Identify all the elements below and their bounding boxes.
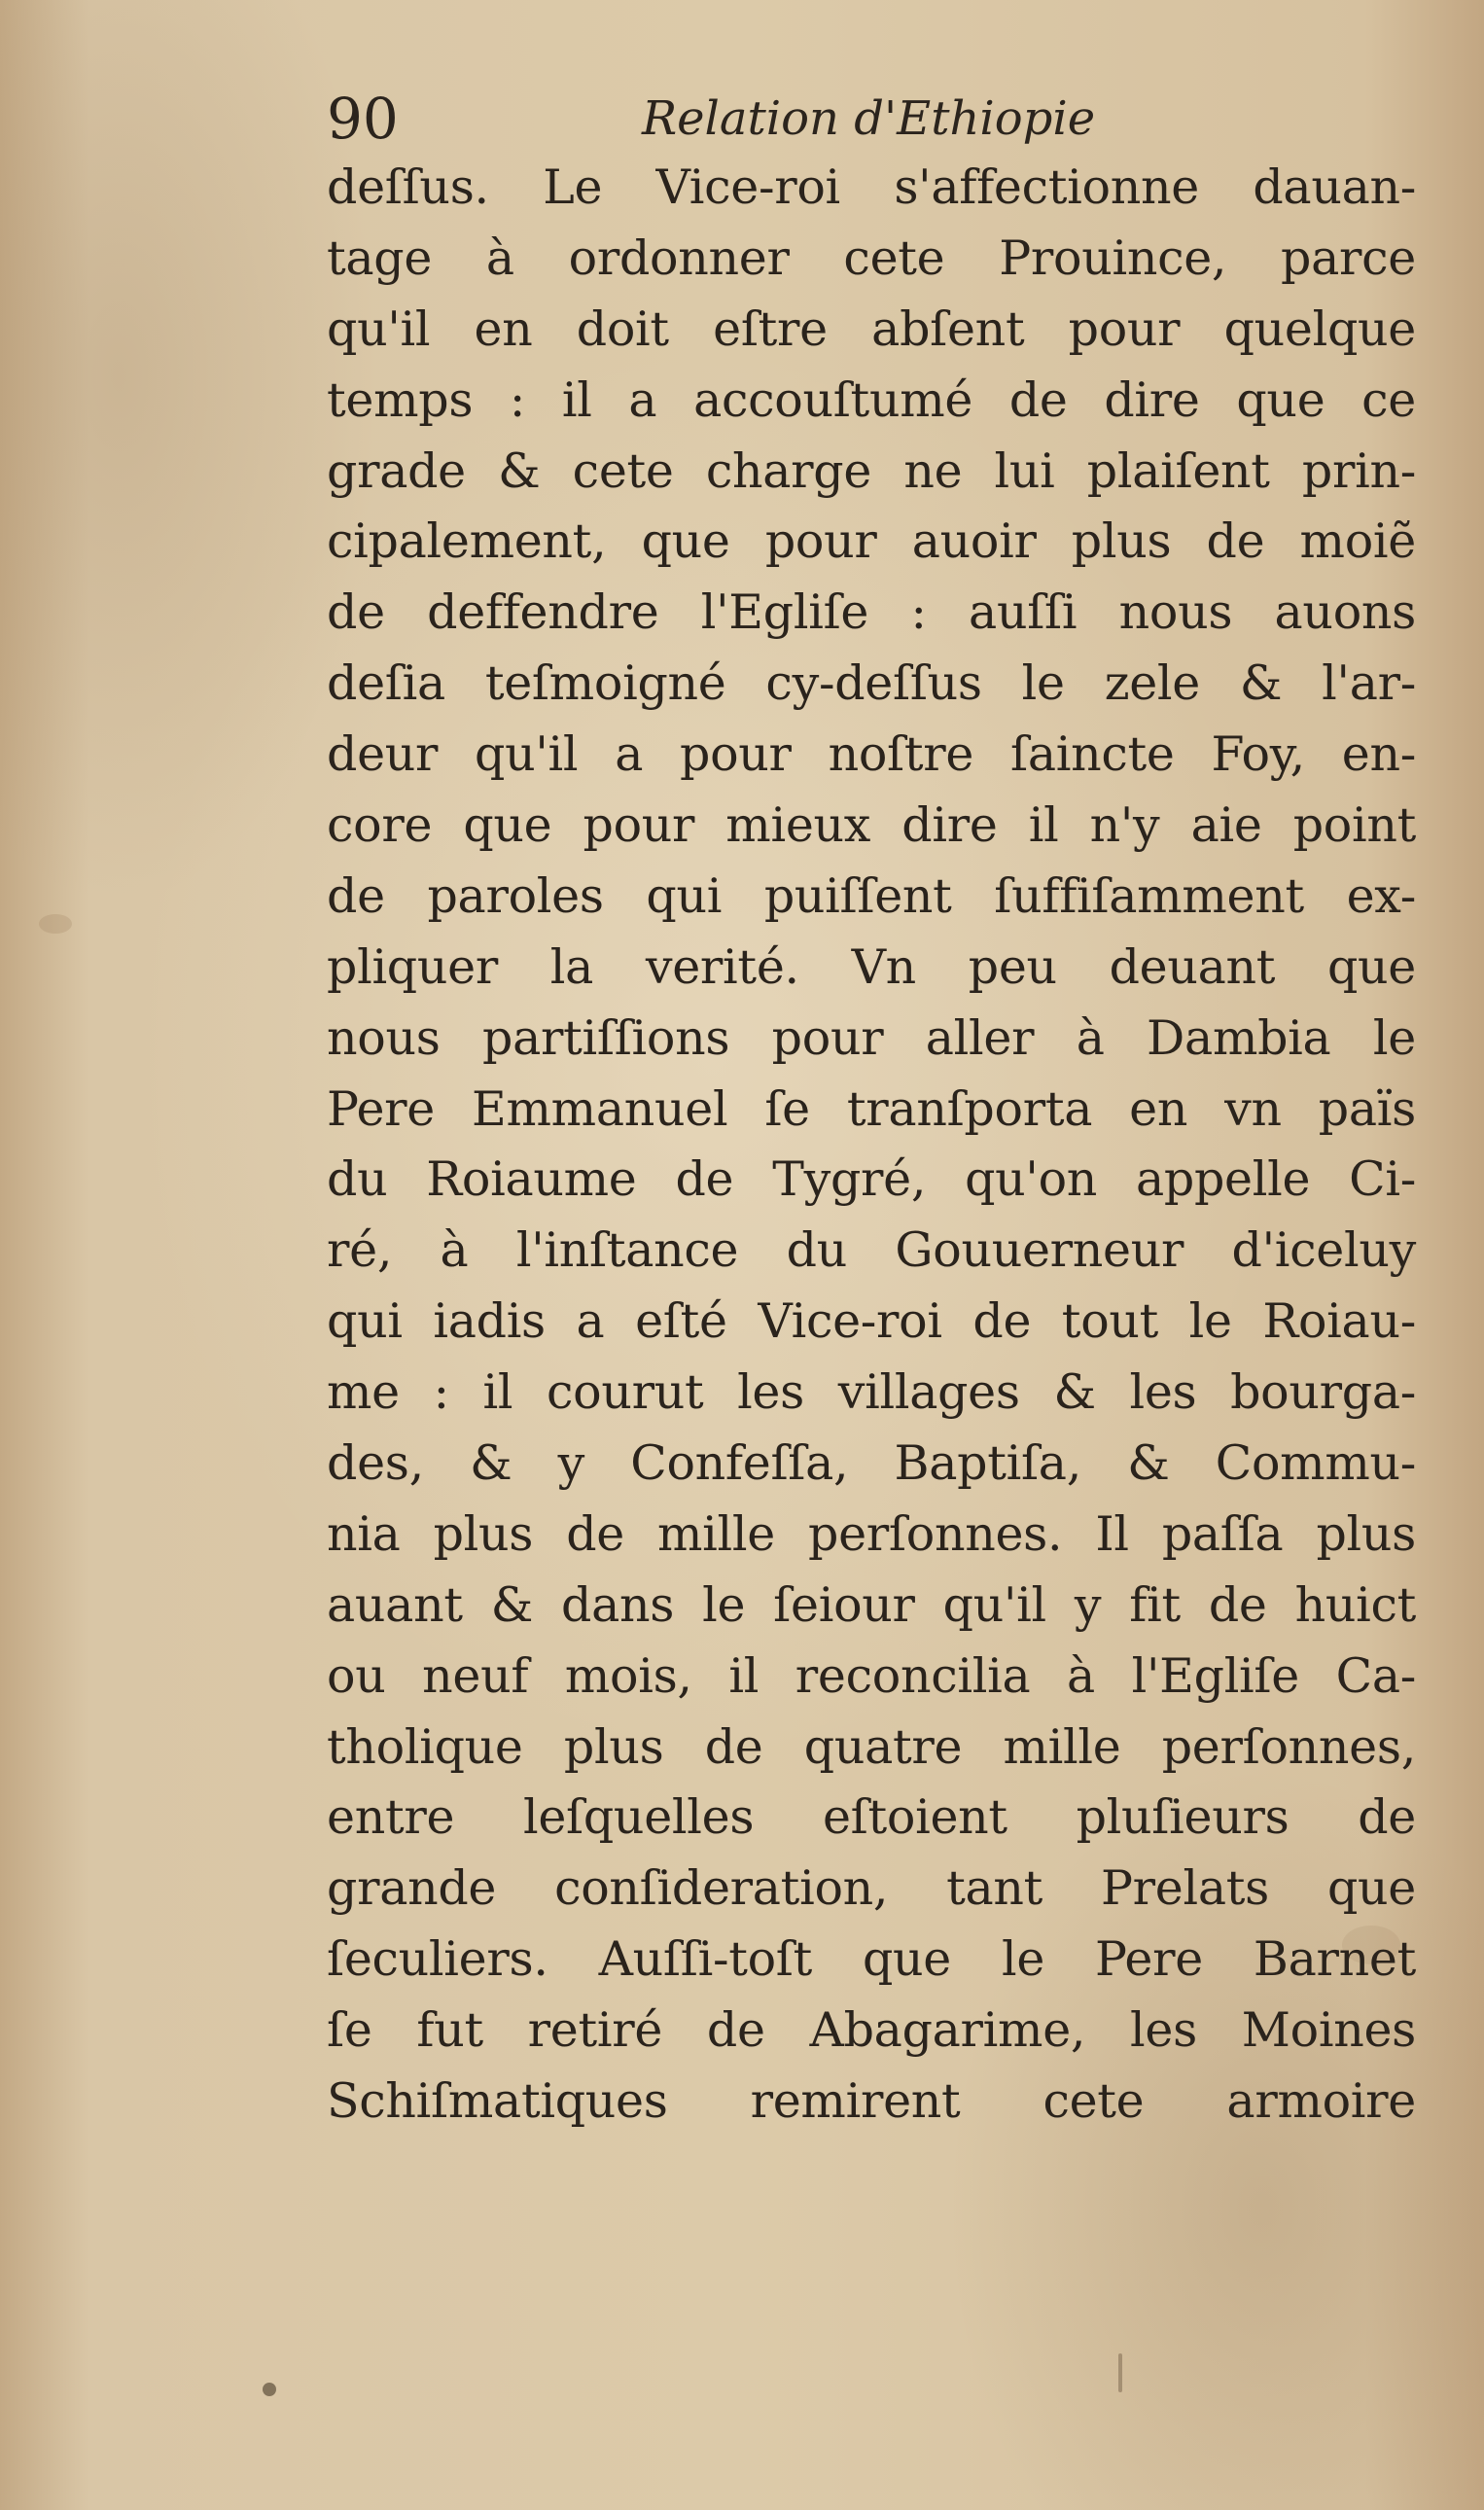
text-line: tholique plus de quatre mille perſonnes,: [327, 1718, 1416, 1775]
text-line: ou neuf mois, il reconcilia à l'Egliſe Ca-: [327, 1647, 1416, 1704]
text-line: nia plus de mille perſonnes. Il paſſa plus: [327, 1505, 1416, 1562]
text-line: tage à ordonner cete Prouince, parce: [327, 230, 1416, 286]
text-line: des, & y Confeſſa, Baptiſa, & Commu-: [327, 1435, 1416, 1492]
text-line: ré, à l'inſtance du Gouuerneur d'iceluy: [327, 1222, 1416, 1279]
text-line: nous partiſſions pour aller à Dambia le: [327, 1009, 1416, 1066]
text-line: qui iadis a eſté Vice-roi de tout le Roiau-: [327, 1293, 1416, 1350]
text-line: pliquer la verité. Vn peu deuant que: [327, 938, 1416, 995]
paper-stain: [39, 914, 72, 934]
text-line: temps : il a accouſtumé de dire que ce: [327, 371, 1416, 428]
text-line: ſe fut retiré de Abagarime, les Moines: [327, 2002, 1416, 2059]
page-header: [327, 80, 1426, 158]
text-line: cipalement, que pour auoir plus de moiẽ: [327, 513, 1416, 570]
text-line: grande conſideration, tant Prelats que: [327, 1860, 1416, 1917]
text-line: me : il courut les villages & les bourga-: [327, 1364, 1416, 1421]
text-line: de paroles qui puiſſent ſuffiſamment ex-: [327, 867, 1416, 924]
text-line: du Roiaume de Tygré, qu'on appelle Ci-: [327, 1151, 1416, 1208]
text-line: deſſus. Le Vice-roi s'affectionne dauan-: [327, 159, 1416, 215]
text-line: entre leſquelles eſtoient pluſieurs de: [327, 1789, 1416, 1846]
text-line: grade & cete charge ne lui plaiſent prin-: [327, 442, 1416, 499]
text-line: qu'il en doit eſtre abſent pour quelque: [327, 300, 1416, 357]
text-line: core que pour mieux dire il n'y aie point: [327, 797, 1416, 854]
body-text: [327, 153, 1416, 2138]
running-head: Relation d'Ethiopie: [642, 91, 1096, 146]
text-line: de deffendre l'Egliſe : auſſi nous auons: [327, 584, 1416, 641]
text-line: deur qu'il a pour noſtre ſaincte Foy, en-: [327, 726, 1416, 783]
paper-mark: [1118, 2353, 1122, 2392]
text-line: auant & dans le ſeiour qu'il y fit de huict: [327, 1576, 1416, 1633]
page-number: 90: [327, 86, 399, 152]
text-line: Pere Emmanuel ſe tranſporta en vn païs: [327, 1080, 1416, 1137]
text-line: Schiſmatiques remirent cete armoire: [327, 2073, 1416, 2130]
text-line: ſeculiers. Auſſi-toſt que le Pere Barnet: [327, 1931, 1416, 1988]
text-line: deſia teſmoigné cy-deſſus le zele & l'ar-: [327, 655, 1416, 712]
ink-spot: [263, 2383, 276, 2396]
